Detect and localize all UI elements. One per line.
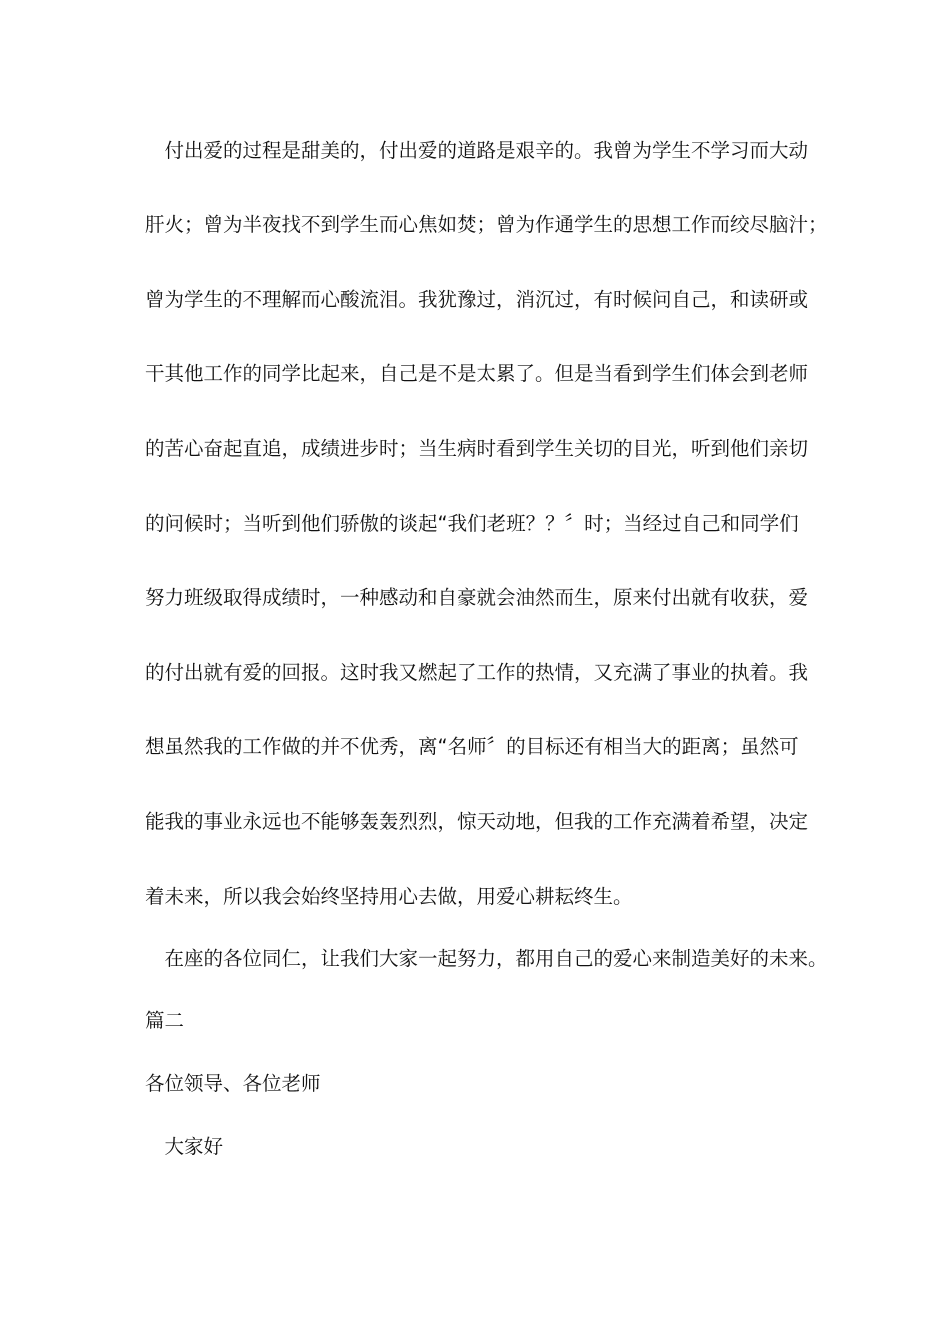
paragraph-1-line-7: 努力班级取得成绩时，一种感动和自豪就会油然而生，原来付出就有收获，爱 [145,586,809,609]
paragraph-2: 在座的各位同仁，让我们大家一起努力，都用自己的爱心来制造美好的未来。 [145,947,828,970]
paragraph-1-line-8: 的付出就有爱的回报。这时我又燃起了工作的热情，又充满了事业的执着。我 [145,661,809,684]
paragraph-1-line-1: 付出爱的过程是甜美的，付出爱的道路是艰辛的。我曾为学生不学习而大动 [145,139,809,162]
salutation: 各位领导、各位老师 [145,1072,321,1095]
paragraph-1-line-5: 的苦心奋起直追，成绩进步时；当生病时看到学生关切的目光，听到他们亲切 [145,437,809,460]
paragraph-1-line-4: 干其他工作的同学比起来，自己是不是太累了。但是当看到学生们体会到老师 [145,362,809,385]
paragraph-1-line-6: 的问候时；当听到他们骄傲的谈起“我们老班？？〞时；当经过自己和同学们 [145,512,799,535]
greeting: 大家好 [145,1135,224,1158]
paragraph-1-line-9: 想虽然我的工作做的并不优秀，离“名师〞的目标还有相当大的距离；虽然可 [145,735,799,758]
paragraph-1-line-11: 着未来，所以我会始终坚持用心去做，用爱心耕耘终生。 [145,885,633,908]
paragraph-1-line-3: 曾为学生的不理解而心酸流泪。我犹豫过，消沉过，有时候问自己，和读研或 [145,288,809,311]
paragraph-1-line-10: 能我的事业永远也不能够轰轰烈烈，惊天动地，但我的工作充满着希望，决定 [145,810,809,833]
section-heading: 篇二 [145,1009,185,1032]
paragraph-1-line-2: 肝火；曾为半夜找不到学生而心焦如焚；曾为作通学生的思想工作而绞尽脑汁； [145,213,828,236]
